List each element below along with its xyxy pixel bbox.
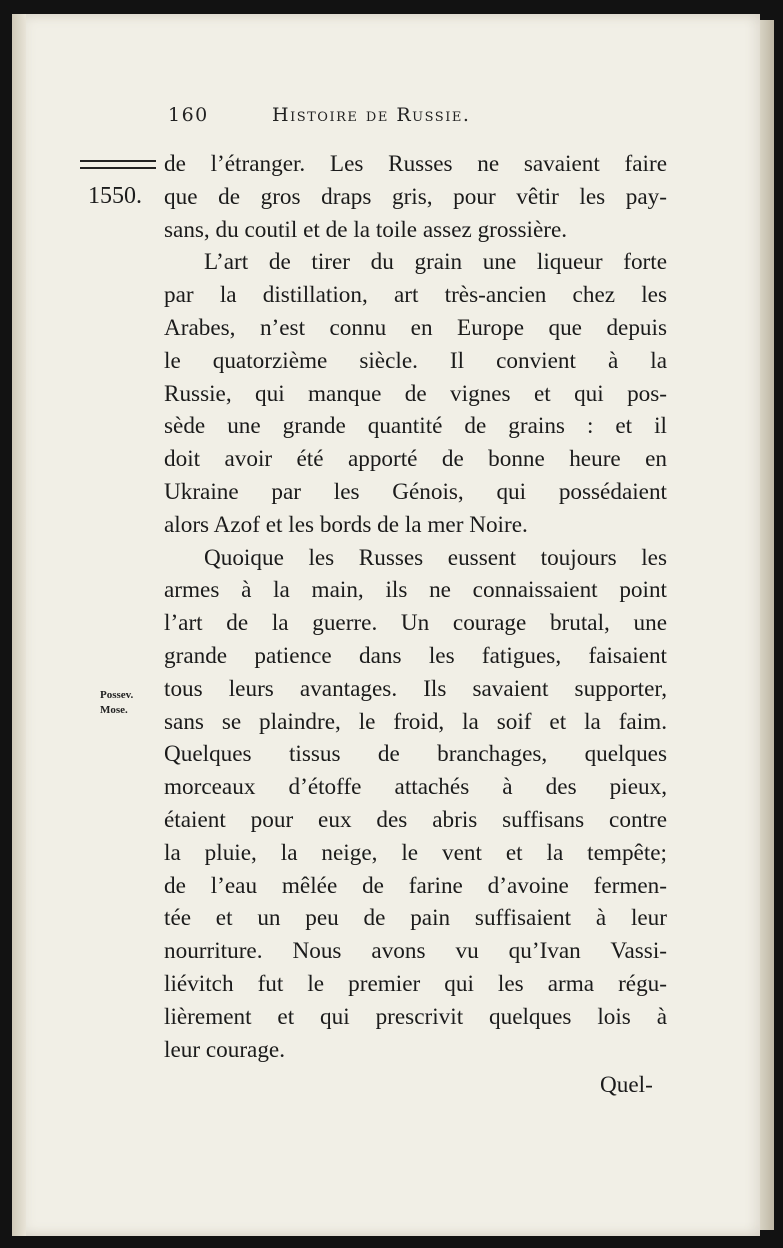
text-line: l’art de la guerre. Un courage brutal, une bbox=[164, 610, 667, 637]
text-line: Arabes, n’est connu en Europe que depuis bbox=[164, 314, 667, 341]
text-line: doit avoir été apporté de bonne heure en bbox=[164, 446, 667, 473]
text-line: lièrement et qui prescrivit quelques lois à bbox=[164, 1003, 667, 1030]
text-line: alors Azof et les bords de la mer Noire. bbox=[164, 511, 528, 538]
text-line: le quatorzième siècle. Il convient à la bbox=[164, 347, 667, 374]
margin-side-note bbox=[100, 688, 133, 718]
text-line: nourriture. Nous avons vu qu’Ivan Vassi- bbox=[164, 938, 667, 965]
text-line: liévitch fut le premier qui les arma régu- bbox=[164, 970, 667, 997]
text-line: sède une grande quantité de grains : et il bbox=[164, 413, 667, 440]
text-line: Quoique les Russes eussent toujours les bbox=[204, 544, 667, 571]
catchword: Quel- bbox=[600, 1072, 653, 1098]
text-line: Ukraine par les Génois, qui possédaient bbox=[164, 478, 667, 505]
page-gutter bbox=[12, 14, 26, 1236]
text-line: leur courage. bbox=[164, 1036, 286, 1063]
text-line: L’art de tirer du grain une liqueur forte bbox=[204, 249, 667, 276]
running-title: Histoire de Russie. bbox=[272, 104, 471, 126]
text-line: par la distillation, art très-ancien chez les bbox=[164, 282, 667, 309]
text-line: Russie, qui manque de vignes et qui pos- bbox=[164, 380, 667, 407]
text-line: sans, du coutil et de la toile assez grossière. bbox=[164, 216, 568, 243]
text-line: tous leurs avantages. Ils savaient supporter, bbox=[164, 675, 667, 702]
text-line: tée et un peu de pain suffisaient à leur bbox=[164, 905, 667, 932]
body-text bbox=[164, 148, 667, 1066]
text-line: sans se plaindre, le froid, la soif et la faim. bbox=[164, 708, 667, 735]
text-line: de l’eau mêlée de farine d’avoine fermen- bbox=[164, 872, 667, 899]
text-line: étaient pour eux des abris suffisans contre bbox=[164, 806, 667, 833]
text-line: de l’étranger. Les Russes ne savaient faire bbox=[164, 151, 667, 177]
double-rule-mark bbox=[80, 160, 156, 169]
side-note-line: Possev. bbox=[100, 689, 134, 701]
text-line: morceaux d’étoffe attachés à des pieux, bbox=[164, 774, 667, 801]
text-line: grande patience dans les fatigues, faisaient bbox=[164, 642, 667, 669]
text-line: Quelques tissus de branchages, quelques bbox=[164, 741, 667, 768]
text-line: que de gros draps gris, pour vêtir les pay- bbox=[164, 183, 667, 210]
side-note-line: Mose. bbox=[100, 704, 128, 716]
text-line: armes à la main, ils ne connaissaient point bbox=[164, 577, 667, 604]
page-fore-edge bbox=[760, 20, 774, 1230]
text-line: la pluie, la neige, le vent et la tempête; bbox=[164, 839, 667, 866]
page-number: 160 bbox=[168, 104, 209, 126]
margin-year: 1550. bbox=[88, 183, 142, 209]
